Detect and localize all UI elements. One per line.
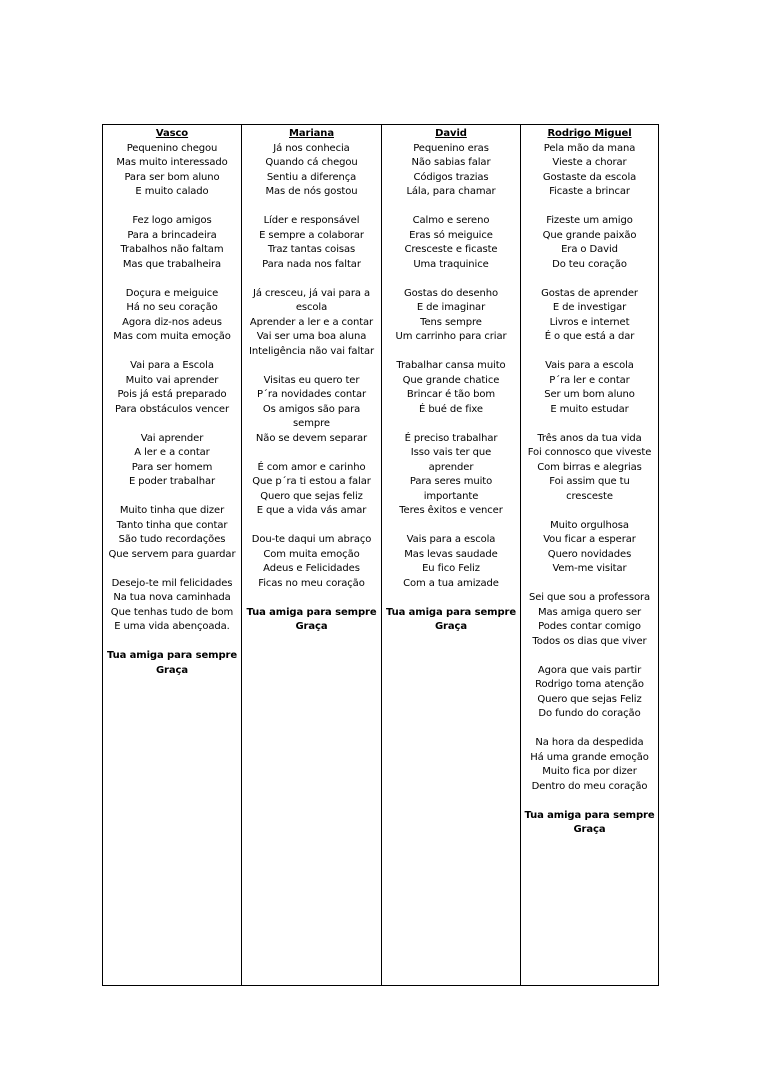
- signature-name: Graça: [573, 824, 606, 835]
- poem-stanza: [521, 214, 658, 272]
- poem-stanza: [103, 287, 241, 345]
- poem-stanza: [521, 736, 658, 794]
- poem-line: Com birras e alegrias: [537, 461, 642, 473]
- signature: [103, 649, 241, 678]
- poem-line: Para ser bom aluno: [124, 171, 220, 183]
- poem-line: Cresceste e ficaste: [404, 244, 498, 255]
- poem-line: Trabalhar cansa muito: [396, 360, 506, 371]
- poem-line: E muito calado: [135, 186, 209, 197]
- poem-line: Teres êxitos e vencer: [399, 505, 503, 516]
- poem-line: Vieste a chorar: [552, 157, 627, 168]
- poem-line: A ler e a contar: [134, 447, 210, 458]
- poem-line: Para seres muito: [409, 476, 493, 487]
- poem-stanza: [382, 287, 520, 345]
- poem-title: Mariana: [289, 128, 334, 139]
- poem-stanza: [382, 359, 520, 417]
- poem-line: Para a brincadeira: [127, 229, 217, 241]
- column-mariana: [242, 125, 382, 985]
- poem-line: Dou-te daqui um abraço: [251, 534, 372, 545]
- poem-line: Doçura e meiguice: [125, 287, 219, 299]
- poem-line: Livros e internet: [549, 316, 630, 328]
- signature-line: Tua amiga para sempre: [524, 809, 655, 821]
- poem-line: aprender: [428, 461, 474, 473]
- poem-line: Brincar é tão bom: [406, 389, 496, 400]
- poem-title: Rodrigo Miguel: [547, 128, 632, 139]
- signature-line: Tua amiga para sempre: [246, 606, 377, 618]
- poem-line: É o que está a dar: [544, 331, 635, 342]
- poem-line: importante: [423, 490, 479, 502]
- poem-stanza: [242, 461, 381, 519]
- poem-line: São tudo recordações: [118, 534, 226, 545]
- poem-line: Para nada nos faltar: [262, 258, 361, 270]
- column-rodrigo-miguel: [521, 125, 658, 985]
- poem-line: Visitas eu quero ter: [263, 374, 360, 386]
- poem-stanza: [103, 214, 241, 272]
- poem-line: Fez logo amigos: [132, 215, 212, 226]
- poem-line: Era o David: [561, 244, 618, 255]
- poem-line: Que tenhas tudo de bom: [110, 606, 234, 618]
- poem-line: E uma vida abençoada.: [114, 621, 230, 632]
- poem-line: É preciso trabalhar: [404, 432, 498, 444]
- poem-line: E de imaginar: [416, 302, 486, 313]
- poem-stanza: [382, 432, 520, 519]
- signature: [242, 606, 381, 635]
- poem-line: Quero que sejas feliz: [260, 490, 363, 502]
- poem-stanza: [521, 432, 658, 505]
- poem-line: Mas amiga quero ser: [537, 606, 642, 618]
- poem-stanza: [521, 287, 658, 345]
- poem-line: Não se devem separar: [255, 432, 368, 444]
- poem-title: Vasco: [155, 128, 189, 139]
- column-david: [382, 125, 521, 985]
- poem-line: Uma traquinice: [413, 258, 489, 270]
- poem-stanza: [521, 519, 658, 577]
- poem-line: Para ser homem: [131, 461, 213, 473]
- signature: [382, 606, 520, 635]
- poem-line: Que grande chatice: [402, 374, 500, 386]
- poem-line: Pequenino chegou: [126, 142, 218, 154]
- poem-line: Pois já está preparado: [117, 389, 227, 400]
- poem-stanza: [382, 142, 520, 200]
- poem-line: Muito tinha que dizer: [119, 505, 225, 516]
- poem-line: Vais para a escola: [406, 534, 496, 545]
- poem-line: Há no seu coração: [126, 302, 218, 313]
- poem-line: Vai aprender: [140, 432, 204, 444]
- poem-line: Muito vai aprender: [125, 374, 219, 386]
- poem-line: Podes contar comigo: [538, 621, 641, 632]
- poem-line: Os amigos são para: [262, 403, 361, 415]
- poem-line: E poder trabalhar: [128, 476, 216, 487]
- poem-line: Tanto tinha que contar: [116, 519, 228, 531]
- signature-name: Graça: [434, 621, 468, 632]
- poem-stanza: [242, 214, 381, 272]
- poem-stanza: [521, 591, 658, 649]
- poem-line: Já cresceu, já vai para a: [253, 287, 370, 299]
- poem-line: Na hora da despedida: [535, 737, 644, 748]
- poem-stanza: [242, 287, 381, 360]
- poem-line: Sei que sou a professora: [528, 592, 651, 603]
- poem-line: Dentro do meu coração: [531, 780, 648, 792]
- poem-line: Mas com muita emoção: [113, 331, 231, 342]
- poem-line: Fizeste um amigo: [546, 215, 633, 226]
- poem-line: Um carrinho para criar: [395, 331, 507, 342]
- poem-line: Não sabias falar: [411, 157, 491, 168]
- poem-line: Três anos da tua vida: [537, 432, 642, 444]
- poem-line: Tens sempre: [420, 316, 482, 328]
- poem-stanza: [242, 142, 381, 200]
- poem-stanza: [382, 214, 520, 272]
- poem-table: [102, 124, 659, 986]
- poem-line: Muito fica por dizer: [542, 766, 637, 777]
- poem-line: Líder e responsável: [263, 215, 360, 226]
- poem-stanza: [103, 432, 241, 490]
- poem-line: escola: [295, 302, 328, 313]
- poem-line: Traz tantas coisas: [267, 244, 356, 255]
- poem-stanza: [103, 142, 241, 200]
- poem-line: Lála, para chamar: [406, 186, 496, 197]
- poem-title: David: [435, 128, 467, 139]
- poem-line: Com a tua amizade: [403, 577, 499, 589]
- poem-stanza: [242, 374, 381, 447]
- poem-line: Códigos trazias: [413, 171, 489, 183]
- poem-line: Foi connosco que viveste: [527, 447, 652, 458]
- poem-line: Quero novidades: [547, 548, 632, 560]
- poem-line: E que a vida vás amar: [256, 505, 367, 516]
- column-vasco: [103, 125, 242, 985]
- poem-line: Ficaste a brincar: [549, 186, 630, 197]
- poem-line: Já nos conhecia: [273, 142, 350, 154]
- poem-stanza: [521, 664, 658, 722]
- poem-line: Do fundo do coração: [538, 708, 641, 719]
- poem-line: Mas muito interessado: [116, 157, 228, 168]
- poem-line: Com muita emoção: [263, 548, 360, 560]
- poem-line: Aprender a ler e a contar: [249, 316, 374, 328]
- poem-line: Vou ficar a esperar: [543, 534, 636, 545]
- poem-line: Mas levas saudade: [404, 548, 498, 560]
- poem-line: Calmo e sereno: [412, 215, 490, 226]
- signature-line: Tua amiga para sempre: [106, 650, 238, 661]
- poem-line: Sentiu a diferença: [266, 171, 357, 183]
- poem-line: Na tua nova caminhada: [113, 592, 231, 603]
- poem-line: Do teu coração: [552, 258, 627, 270]
- poem-line: Foi assim que tu: [549, 476, 630, 487]
- poem-line: Desejo-te mil felicidades: [111, 577, 233, 589]
- poem-line: Que grande paixão: [542, 229, 637, 241]
- poem-stanza: [103, 504, 241, 562]
- poem-line: Gostaste da escola: [542, 171, 637, 183]
- poem-line: Que servem para guardar: [108, 548, 236, 560]
- signature-name: Graça: [155, 664, 189, 676]
- poem-stanza: [521, 359, 658, 417]
- poem-line: Eras só meiguice: [409, 229, 493, 241]
- poem-line: Há uma grande emoção: [530, 751, 649, 763]
- poem-line: Ficas no meu coração: [258, 577, 365, 589]
- poem-line: E muito estudar: [550, 403, 629, 415]
- poem-line: cresceste: [566, 490, 613, 502]
- poem-line: Vem-me visitar: [552, 563, 627, 574]
- poem-stanza: [103, 359, 241, 417]
- signature-name: Graça: [295, 621, 328, 632]
- poem-line: Ser um bom aluno: [544, 389, 635, 400]
- poem-line: P´ra novidades contar: [257, 389, 366, 400]
- poem-line: Gostas de aprender: [541, 287, 638, 299]
- poem-stanza: [103, 577, 241, 635]
- poem-line: Vai ser uma boa aluna: [256, 331, 367, 342]
- poem-line: É bué de fixe: [419, 403, 483, 415]
- poem-line: Mas de nós gostou: [265, 186, 358, 197]
- poem-line: Vais para a escola: [545, 360, 634, 371]
- poem-line: Vai para a Escola: [130, 360, 214, 371]
- poem-line: Isso vais ter que: [410, 447, 492, 458]
- poem-stanza: [521, 142, 658, 200]
- poem-stanza: [382, 533, 520, 591]
- poem-line: Pela mão da mana: [543, 142, 636, 154]
- poem-line: Gostas do desenho: [403, 287, 499, 299]
- poem-line: E de investigar: [552, 302, 627, 313]
- poem-line: Mas que trabalheira: [122, 258, 222, 270]
- poem-line: Pequenino eras: [413, 142, 489, 154]
- poem-line: Trabalhos não faltam: [120, 244, 224, 255]
- poem-line: sempre: [293, 418, 330, 429]
- poem-line: Eu fico Feliz: [422, 563, 480, 574]
- poem-line: Agora que vais partir: [537, 664, 642, 676]
- poem-line: Rodrigo toma atenção: [535, 679, 644, 690]
- poem-line: Quando cá chegou: [265, 157, 358, 168]
- poem-line: É com amor e carinho: [257, 461, 366, 473]
- signature-line: Tua amiga para sempre: [385, 606, 517, 618]
- poem-line: Para obstáculos vencer: [115, 403, 229, 415]
- poem-line: Agora diz-nos adeus: [122, 316, 222, 328]
- poem-line: Muito orgulhosa: [550, 519, 629, 531]
- poem-line: Que p´ra ti estou a falar: [252, 476, 371, 487]
- poem-line: Adeus e Felicidades: [263, 563, 360, 574]
- signature: [521, 809, 658, 838]
- poem-line: Quero que sejas Feliz: [537, 693, 642, 705]
- poem-line: Todos os dias que viver: [532, 635, 647, 647]
- poem-line: P´ra ler e contar: [549, 374, 630, 386]
- poem-stanza: [242, 533, 381, 591]
- poem-line: E sempre a colaborar: [259, 229, 364, 241]
- poem-line: Inteligência não vai faltar: [249, 345, 374, 357]
